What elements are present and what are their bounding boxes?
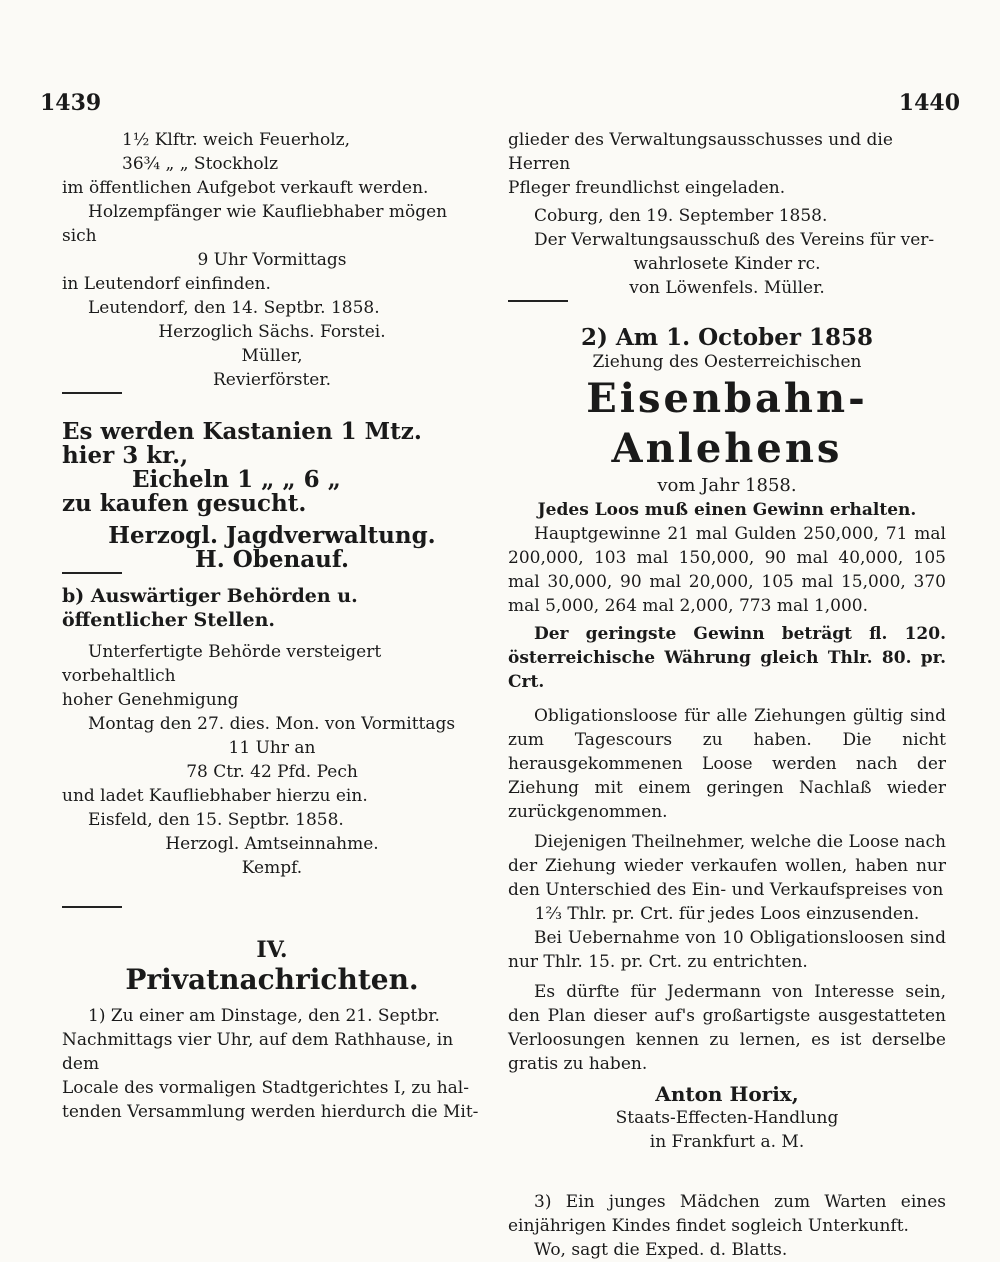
notice-signature: Herzoglich Sächs. Forstei.	[158, 322, 386, 342]
page-number-right: 1440	[898, 90, 960, 116]
text-line: Nachmittags vier Uhr, auf dem Rathhause, in dem	[62, 1030, 454, 1074]
text-line: Locale des vormaligen Stadtgerichtes I, zu hal-	[62, 1078, 469, 1098]
text-line: Eicheln 1 „ „ 6 „	[132, 466, 341, 493]
private-notice-3	[508, 1190, 946, 1262]
section-heading: b) Auswärtiger Behörden u. öffentlicher Stellen.	[62, 585, 358, 631]
divider	[62, 572, 122, 574]
text-line: und ladet Kaufliebhaber hierzu ein.	[62, 786, 368, 806]
divider	[508, 300, 568, 302]
right-column	[508, 128, 946, 1262]
chestnut-notice	[62, 420, 482, 572]
ad-paragraph: Bei Uebernahme von 10 Obligationsloosen sind nur Thlr. 15. pr. Crt. zu entrichten.	[508, 928, 946, 972]
text-line: 3) Ein junges Mädchen zum Warten eines einjährigen Kindes findet sogleich Unterkunft.	[508, 1192, 946, 1236]
text-line: in Leutendorf einfinden.	[62, 274, 271, 294]
text-line: 9 Uhr Vormittags	[197, 250, 347, 270]
ad-signature: Staats-Effecten-Handlung	[615, 1108, 839, 1128]
text-line: Holzempfänger wie Kaufliebhaber mögen sich	[62, 202, 448, 246]
notice-date: Leutendorf, den 14. Septbr. 1858.	[88, 298, 380, 318]
notice-signature: Herzogl. Amtseinnahme.	[165, 834, 379, 854]
divider	[62, 906, 122, 908]
text-line: Pfleger freundlichst eingeladen.	[508, 178, 786, 198]
notice-signature: Müller,	[241, 346, 303, 366]
ad-subheading: Jedes Loos muß einen Gewinn erhalten.	[537, 500, 917, 520]
ad-signature: Anton Horix,	[655, 1082, 799, 1106]
notice-signature: von Löwenfels. Müller.	[629, 278, 825, 298]
ad-paragraph: Diejenigen Theilnehmer, welche die Loose nach der Ziehung wieder verkaufen wollen, haben nur den Unterschied des Ein- und Verkaufspreises von	[508, 832, 946, 900]
notice-signature: Revierförster.	[212, 370, 332, 390]
private-notice-1	[62, 1004, 482, 1124]
divider	[62, 392, 122, 394]
text-line: glieder des Verwaltungsausschusses und die Herren	[508, 130, 893, 174]
text-line: 11 Uhr an	[228, 738, 316, 758]
text-line: 36¾ „ „ Stockholz	[122, 154, 279, 174]
notice-signature: Herzogl. Jagdverwaltung.	[108, 522, 436, 549]
text-line: im öffentlichen Aufgebot verkauft werden.	[62, 178, 429, 198]
eisfeld-notice	[62, 640, 482, 880]
left-column	[62, 128, 482, 1124]
notice-signature: Kempf.	[241, 858, 303, 878]
text-line: Montag den 27. dies. Mon. von Vormittags	[88, 714, 456, 734]
text-line: hoher Genehmigung	[62, 690, 239, 710]
text-line: Unterfertigte Behörde versteigert vorbehaltlich	[62, 642, 382, 686]
text-line: zu kaufen gesucht.	[62, 490, 307, 517]
ad-subheading: Ziehung des Oesterreichischen	[592, 352, 862, 372]
lottery-advertisement	[508, 326, 946, 1154]
ad-paragraph: Der geringste Gewinn beträgt fl. 120. österreichische Währung gleich Thlr. 80. pr. Crt.	[508, 624, 946, 692]
ad-signature: in Frankfurt a. M.	[649, 1132, 805, 1152]
ad-subheading: vom Jahr 1858.	[657, 475, 797, 496]
notice-date: Eisfeld, den 15. Septbr. 1858.	[88, 810, 344, 830]
text-line: Es werden Kastanien 1 Mtz. hier 3 kr.,	[62, 418, 422, 469]
notice-date: Coburg, den 19. September 1858.	[534, 206, 828, 226]
ad-paragraph: Es dürfte für Jedermann von Interesse sein, den Plan dieser auf's großartigste ausgestatteten Verloosungen kennen zu lernen, es ist derselbe gratis zu haben.	[508, 982, 946, 1074]
notice-signature: H. Obenauf.	[195, 546, 349, 573]
page-number-left: 1439	[40, 90, 102, 116]
section-number: IV.	[256, 937, 288, 963]
wood-notice	[62, 128, 482, 392]
ad-paragraph: Hauptgewinne 21 mal Gulden 250,000, 71 mal 200,000, 103 mal 150,000, 90 mal 40,000, 105 mal 30,000, 90 mal 20,000, 105 mal 15,000, 370 mal 5,000, 264 mal 2,000, 773 mal 1,000.	[508, 524, 946, 616]
text-line: 1) Zu einer am Dinstage, den 21. Septbr.	[88, 1006, 440, 1026]
notice-signature: Der Verwaltungsausschuß des Vereins für ver-	[534, 230, 935, 250]
text-line: tenden Versammlung werden hierdurch die Mit-	[62, 1102, 479, 1122]
ad-title: Eisenbahn-Anlehens	[586, 375, 868, 472]
text-line: Wo, sagt die Exped. d. Blatts.	[534, 1240, 788, 1260]
ad-paragraph: 1⅔ Thlr. pr. Crt. für jedes Loos einzusenden.	[534, 904, 920, 924]
text-line: 1½ Klftr. weich Feuerholz,	[122, 130, 350, 150]
ad-heading: 2) Am 1. October 1858	[581, 324, 873, 351]
coburg-notice	[508, 128, 946, 300]
section-title: Privatnachrichten.	[125, 963, 419, 996]
ad-paragraph: Obligationsloose für alle Ziehungen gültig sind zum Tagescours zu haben. Die nicht herausgekommenen Loose werden nach der Ziehung mit einem geringen Nachlaß wieder zurückgenommen.	[508, 706, 946, 822]
text-line: 78 Ctr. 42 Pfd. Pech	[186, 762, 358, 782]
notice-signature: wahrlosete Kinder rc.	[633, 254, 821, 274]
